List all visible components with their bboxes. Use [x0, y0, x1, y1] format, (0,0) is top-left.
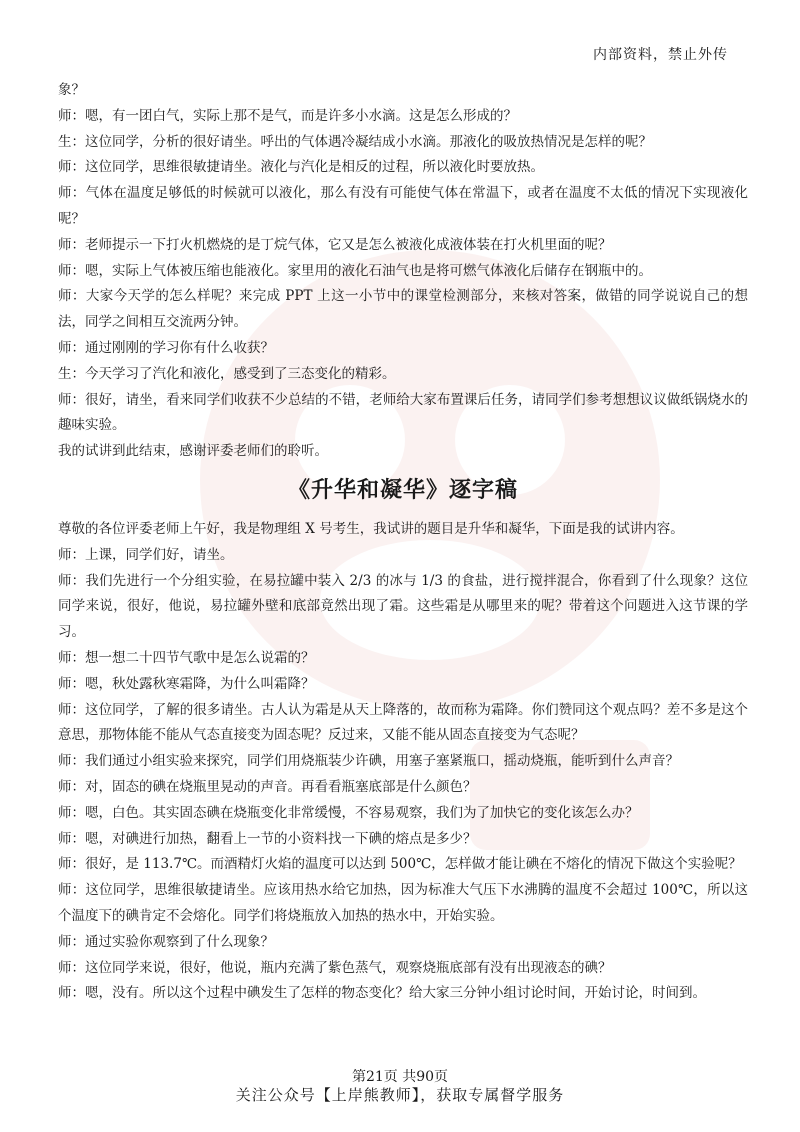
paragraph: 师：这位同学，思维很敏捷请坐。应该用热水给它加热，因为标准大气压下水沸腾的温度不会超过 100℃，所以这个温度下的碘肯定不会熔化。同学们将烧瓶放入加热的热水中，开始实验。	[58, 882, 748, 924]
paragraph: 师：嗯，白色。其实固态碘在烧瓶变化非常缓慢，不容易观察，我们为了加快它的变化该怎么办？	[58, 804, 639, 821]
page-number: 第21页 共90页	[351, 1069, 449, 1085]
paragraph: 师：嗯，对碘进行加热，翻看上一节的小资料找一下碘的熔点是多少？	[58, 830, 477, 847]
paragraph: 师：这位同学，了解的很多请坐。古人认为霜是从天上降落的，故而称为霜降。你们赞同这个观点吗？差不多是这个意思，那物体能不能从气态直接变为固态呢？反过来，又能不能从固态直接变为气态呢？	[58, 701, 748, 744]
paragraph: 师：上课，同学们好，请坐。	[58, 546, 234, 563]
promo-text: 关注公众号【上岸熊教师】，获取专属督学服务	[235, 1086, 565, 1104]
document-body	[58, 78, 748, 1007]
page-footer	[0, 1068, 800, 1104]
paragraph: 师：对，固态的碘在烧瓶里晃动的声音。再看看瓶塞底部是什么颜色？	[58, 778, 477, 795]
paragraph: 师：很好，请坐，看来同学们收获不少总结的不错，老师给大家布置课后任务，请同学们参考想想议议做纸锅烧水的趣味实验。	[58, 391, 748, 434]
paragraph: 尊敬的各位评委老师上午好，我是物理组 X 号考生，我试讲的题目是升华和凝华，下面是我的试讲内容。	[58, 520, 684, 537]
paragraph: 生：这位同学，分析的很好请坐。呼出的气体遇冷凝结成小水滴。那液化的吸放热情况是怎样的呢？	[58, 133, 652, 150]
paragraph: 师：气体在温度足够低的时候就可以液化，那么有没有可能使气体在常温下，或者在温度不太低的情况下实现液化呢？	[58, 185, 748, 227]
paragraph: 师：嗯，实际上气体被压缩也能液化。家里用的液化石油气也是将可燃气体液化后储存在钢瓶中的。	[58, 262, 652, 279]
paragraph: 师：通过实验你观察到了什么现象？	[58, 933, 274, 950]
paragraph: 师：想一想二十四节气歌中是怎么说霜的？	[58, 649, 315, 666]
paragraph: 师：老师提示一下打火机燃烧的是丁烷气体，它又是怎么被液化成液体装在打火机里面的呢？	[58, 236, 612, 253]
paragraph: 生：今天学习了汽化和液化，感受到了三态变化的精彩。	[58, 365, 396, 382]
transcript-section-1	[58, 78, 748, 465]
paragraph: 象？	[58, 82, 85, 98]
paragraph: 师：这位同学来说，很好，他说，瓶内充满了紫色蒸气，观察烧瓶底部有没有出现液态的碘？	[58, 959, 612, 976]
paragraph: 我的试讲到此结束，感谢评委老师们的聆听。	[58, 443, 328, 460]
paragraph: 师：这位同学，思维很敏捷请坐。液化与汽化是相反的过程，所以液化时要放热。	[58, 159, 544, 176]
paragraph: 师：很好，是 113.7℃。而酒精灯火焰的温度可以达到 500℃，怎样做才能让碘在不熔化的情况下做这个实验呢？	[58, 856, 742, 873]
paragraph: 师：大家今天学的怎么样呢？来完成 PPT 上这一小节中的课堂检测部分，来核对答案，做错的同学说说自己的想法，同学之间相互交流两分钟。	[58, 288, 748, 331]
paragraph: 师：我们通过小组实验来探究，同学们用烧瓶装少许碘，用塞子塞紧瓶口，摇动烧瓶，能听到什么声音？	[58, 753, 679, 770]
section-title: 《升华和凝华》逐字稿	[287, 476, 518, 503]
paragraph: 师：嗯，有一团白气，实际上那不是气，而是许多小水滴。这是怎么形成的？	[58, 107, 517, 124]
paragraph: 师：通过刚刚的学习你有什么收获？	[58, 339, 274, 356]
paragraph: 师：嗯，秋处露秋寒霜降，为什么叫霜降？	[58, 675, 315, 692]
paragraph: 师：我们先进行一个分组实验，在易拉罐中装入 2/3 的冰与 1/3 的食盐，进行搅拌混合，你看到了什么现象？这位同学来说，很好，他说，易拉罐外壁和底部竟然出现了霜。这些霜是从哪里来的呢？带着这个问题进入这节课的学习。	[58, 572, 748, 641]
confidential-note: 内部资料，禁止外传	[593, 47, 728, 63]
paragraph: 师：嗯，没有。所以这个过程中碘发生了怎样的物态变化？给大家三分钟小组讨论时间，开始讨论，时间到。	[58, 985, 706, 1002]
transcript-section-2	[58, 517, 748, 1007]
